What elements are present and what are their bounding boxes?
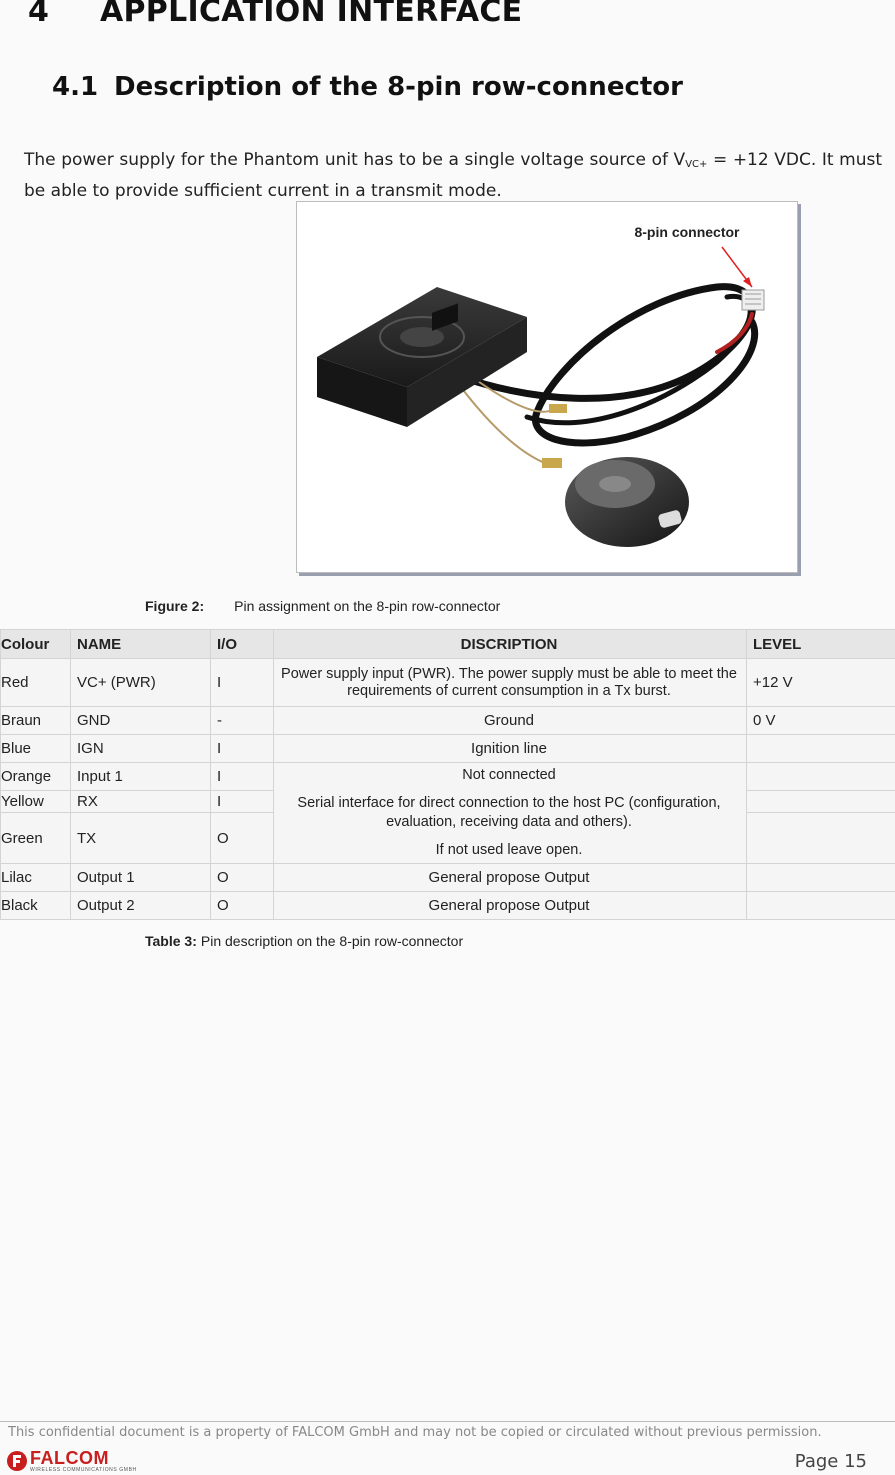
cell-level xyxy=(747,813,895,864)
key-fob xyxy=(565,457,689,547)
cell-name: GND xyxy=(71,707,211,735)
logo-subtext: WIRELESS COMMUNICATIONS GMBH xyxy=(30,1467,137,1473)
cell-description: Ignition line xyxy=(274,735,747,763)
section-title: APPLICATION INTERFACE xyxy=(100,0,523,29)
table-row xyxy=(1,659,895,707)
intro-text-1: The power supply for the Phantom unit has to be a single voltage source of V xyxy=(24,150,686,170)
col-level: LEVEL xyxy=(747,630,895,659)
merged-line-1: Not connected xyxy=(462,767,556,783)
table-label: Table 3: xyxy=(145,933,197,949)
callout-arrowhead xyxy=(743,277,752,287)
section-number: 4 xyxy=(28,0,50,29)
cell-io: O xyxy=(211,864,274,892)
cell-io: O xyxy=(211,892,274,920)
cell-colour: Yellow xyxy=(1,791,71,813)
cell-colour: Braun xyxy=(1,707,71,735)
falcom-logo-icon xyxy=(6,1450,28,1472)
merged-line-2: Serial interface for direct connection to the host PC (configuration, evaluation, receiving data and others). xyxy=(297,795,721,830)
cell-description-merged xyxy=(274,763,747,864)
confidentiality-notice: This confidential document is a property of FALCOM GmbH and may not be copied or circulated without previous permission. xyxy=(8,1425,822,1440)
table-row xyxy=(1,735,895,763)
falcom-logo xyxy=(6,1450,156,1474)
cell-colour: Green xyxy=(1,813,71,864)
cell-level xyxy=(747,892,895,920)
logo-word: FALCOM xyxy=(30,1448,109,1468)
merged-line-3: If not used leave open. xyxy=(435,842,583,858)
intro-paragraph xyxy=(24,147,882,204)
figure-label: Figure 2: xyxy=(145,598,205,614)
figure-caption xyxy=(145,598,500,614)
col-io: I/O xyxy=(211,630,274,659)
cell-description: Ground xyxy=(274,707,747,735)
col-description: DISCRIPTION xyxy=(274,630,747,659)
footer-divider xyxy=(0,1421,895,1422)
cell-level xyxy=(747,763,895,791)
cell-name: Output 1 xyxy=(71,864,211,892)
cell-io: I xyxy=(211,659,274,707)
callout-label: 8-pin connector xyxy=(634,224,740,240)
coax-connector-1 xyxy=(542,458,562,468)
cell-level: +12 V xyxy=(747,659,895,707)
cell-io: O xyxy=(211,813,274,864)
intro-text-2: = +12 VDC. It must be able to provide sufficient current in a transmit mode. xyxy=(24,150,882,201)
tracking-unit xyxy=(317,287,527,427)
cell-name: Input 1 xyxy=(71,763,211,791)
cell-level xyxy=(747,864,895,892)
cell-name: TX xyxy=(71,813,211,864)
table-row xyxy=(1,892,895,920)
cell-colour: Black xyxy=(1,892,71,920)
cell-description: General propose Output xyxy=(274,864,747,892)
table-row xyxy=(1,763,895,791)
coax-connector-2 xyxy=(549,404,567,413)
cell-colour: Red xyxy=(1,659,71,707)
table-caption-text: Pin description on the 8-pin row-connector xyxy=(200,933,464,949)
cell-name: VC+ (PWR) xyxy=(71,659,211,707)
subsection-heading xyxy=(52,72,683,102)
subsection-number: 4.1 xyxy=(52,72,99,102)
cell-description: General propose Output xyxy=(274,892,747,920)
cell-colour: Lilac xyxy=(1,864,71,892)
cell-io: I xyxy=(211,763,274,791)
col-colour: Colour xyxy=(1,630,71,659)
figure-caption-text: Pin assignment on the 8-pin row-connector xyxy=(234,598,501,614)
cell-level xyxy=(747,735,895,763)
device-illustration xyxy=(297,202,797,572)
cell-level xyxy=(747,791,895,813)
cell-io: - xyxy=(211,707,274,735)
subsection-title: Description of the 8-pin row-connector xyxy=(114,72,683,102)
section-heading xyxy=(28,0,522,29)
table-caption xyxy=(145,933,463,949)
intro-subscript: VC+ xyxy=(685,159,708,170)
col-name: NAME xyxy=(71,630,211,659)
pin-table xyxy=(0,629,895,920)
table-row xyxy=(1,707,895,735)
cell-name: RX xyxy=(71,791,211,813)
table-header-row xyxy=(1,630,895,659)
cell-name: IGN xyxy=(71,735,211,763)
table-row xyxy=(1,864,895,892)
cell-io: I xyxy=(211,791,274,813)
cell-colour: Blue xyxy=(1,735,71,763)
cell-io: I xyxy=(211,735,274,763)
device-photo xyxy=(296,201,798,573)
cell-description: Power supply input (PWR). The power supply must be able to meet the requirements of current consumption in a Tx burst. xyxy=(274,659,747,707)
cell-name: Output 2 xyxy=(71,892,211,920)
cell-colour: Orange xyxy=(1,763,71,791)
pin-connector xyxy=(742,290,764,310)
page-number: Page 15 xyxy=(794,1451,867,1472)
cell-level: 0 V xyxy=(747,707,895,735)
